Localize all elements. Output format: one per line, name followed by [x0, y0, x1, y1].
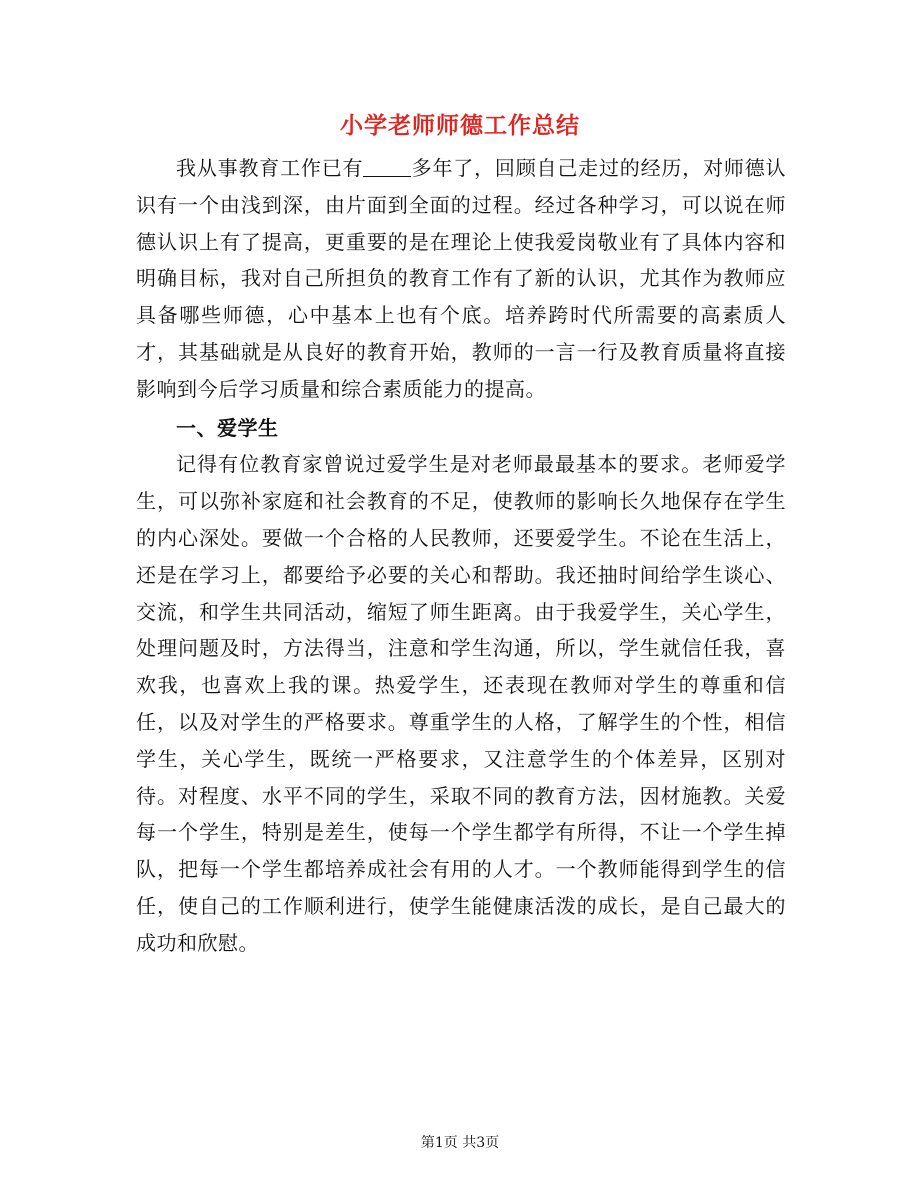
intro-text-after-blank: 多年了，回顾自己走过的经历，对师德认识有一个由浅到深，由片面到全面的过程。经过各种学习，可以说在师德认识上有了提高，更重要的是在理论上使我爱岗敬业有了具体内容和明确目标，我对自己所担负的教育工作有了新的认识，尤其作为教师应具备哪些师德，心中基本上也有个底。培养跨时代所需要的高素质人才，其基础就是从良好的教育开始，教师的一言一行及教育质量将直接影响到今后学习质量和综合素质能力的提高。	[136, 156, 787, 401]
document-body	[136, 150, 786, 962]
intro-paragraph	[136, 150, 786, 408]
fill-in-blank	[363, 156, 411, 177]
section-paragraph: 记得有位教育家曾说过爱学生是对老师最最基本的要求。老师爱学生，可以弥补家庭和社会教育的不足，使教师的影响长久地保存在学生的内心深处。要做一个合格的人民教师，还要爱学生。不论在生活上，还是在学习上，都要给予必要的关心和帮助。我还抽时间给学生谈心、交流，和学生共同活动，缩短了师生距离。由于我爱学生，关心学生，处理问题及时，方法得当，注意和学生沟通，所以，学生就信任我，喜欢我，也喜欢上我的课。热爱学生，还表现在教师对学生的尊重和信任，以及对学生的严格要求。尊重学生的人格，了解学生的个性，相信学生，关心学生，既统一严格要求，又注意学生的个体差异，区别对待。对程度、水平不同的学生，采取不同的教育方法，因材施教。关爱每一个学生，特别是差生，使每一个学生都学有所得，不让一个学生掉队，把每一个学生都培养成社会有用的人才。一个教师能得到学生的信任，使自己的工作顺利进行，使学生能健康活泼的成长，是自己最大的成功和欣慰。	[136, 452, 786, 955]
page-footer: 第1页 共3页	[420, 1135, 500, 1151]
intro-text-before-blank: 我从事教育工作已有	[176, 156, 364, 180]
document-title: 小学老师师德工作总结	[340, 112, 580, 139]
section-heading: 一、爱学生	[176, 415, 279, 440]
